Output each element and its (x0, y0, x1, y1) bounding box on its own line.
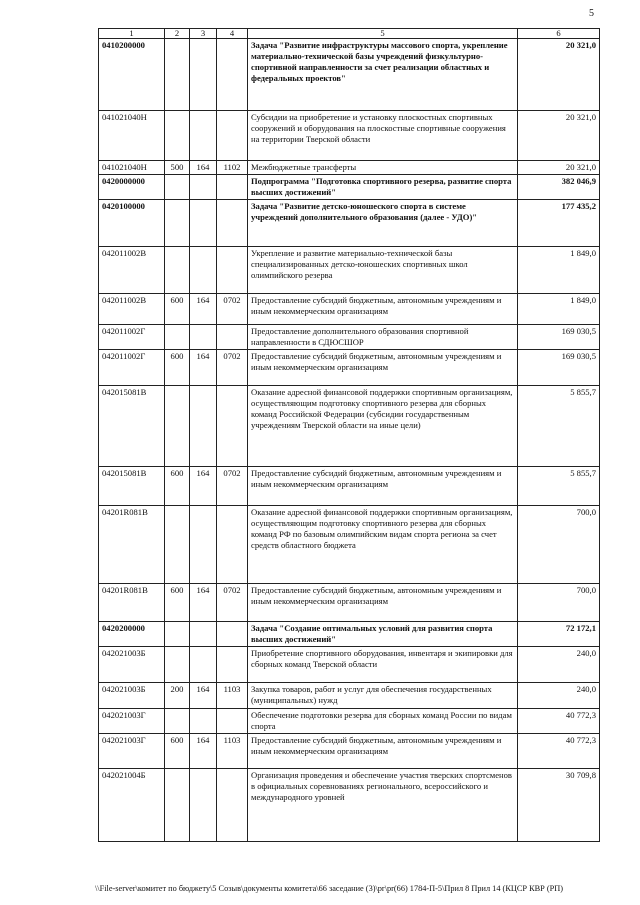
row-description-cell: Задача "Развитие инфраструктуры массового спорта, укрепление материально-технической базы учреждений физкультурно-спортивной направленности за счет реализации областных и федеральных проектов" (248, 39, 518, 111)
header-col-4: 4 (217, 29, 248, 39)
row-col4-cell: 1103 (217, 683, 248, 709)
row-col4-cell: 0702 (217, 467, 248, 506)
table-row (99, 294, 600, 325)
row-amount-cell: 240,0 (518, 683, 600, 709)
row-amount-cell: 382 046,9 (518, 175, 600, 200)
row-col2-cell (165, 200, 190, 247)
header-col-5: 5 (248, 29, 518, 39)
row-code-cell: 04201R081В (99, 584, 165, 622)
row-col4-cell (217, 39, 248, 111)
row-col4-cell: 1103 (217, 734, 248, 769)
row-amount-cell: 240,0 (518, 647, 600, 683)
row-amount-cell: 72 172,1 (518, 622, 600, 647)
row-amount-cell: 20 321,0 (518, 39, 600, 111)
row-col4-cell: 0702 (217, 584, 248, 622)
row-col2-cell (165, 769, 190, 842)
row-description-cell: Задача "Развитие детско-юношеского спорта в системе учреждений дополнительного образования (далее - УДО)" (248, 200, 518, 247)
table-row (99, 709, 600, 734)
row-col2-cell: 200 (165, 683, 190, 709)
row-code-cell: 0420000000 (99, 175, 165, 200)
row-col3-cell (190, 386, 217, 467)
table-row (99, 647, 600, 683)
table-row (99, 769, 600, 842)
row-description-cell: Оказание адресной финансовой поддержки спортивным организациям, осуществляющим подготовку спортивного резерва для сборных команд Российской Федерации (субсидии государственным учреждениям Тверской области на иные цели) (248, 386, 518, 467)
table-row (99, 39, 600, 111)
row-code-cell: 042015081В (99, 467, 165, 506)
row-col2-cell (165, 506, 190, 584)
row-col4-cell (217, 769, 248, 842)
row-col4-cell: 1102 (217, 161, 248, 175)
row-col3-cell (190, 709, 217, 734)
row-col2-cell: 600 (165, 467, 190, 506)
row-amount-cell: 30 709,8 (518, 769, 600, 842)
row-col4-cell (217, 709, 248, 734)
row-code-cell: 041021040Н (99, 111, 165, 161)
row-col2-cell: 600 (165, 734, 190, 769)
row-col2-cell (165, 325, 190, 350)
header-col-3: 3 (190, 29, 217, 39)
row-amount-cell: 1 849,0 (518, 247, 600, 294)
row-col3-cell (190, 39, 217, 111)
row-col3-cell (190, 247, 217, 294)
row-code-cell: 04201R081В (99, 506, 165, 584)
row-col2-cell (165, 39, 190, 111)
row-code-cell: 042021003Г (99, 734, 165, 769)
row-amount-cell: 40 772,3 (518, 709, 600, 734)
table-row (99, 386, 600, 467)
row-description-cell: Закупка товаров, работ и услуг для обеспечения государственных (муниципальных) нужд (248, 683, 518, 709)
row-col3-cell (190, 111, 217, 161)
row-code-cell: 0420200000 (99, 622, 165, 647)
row-code-cell: 042011002В (99, 247, 165, 294)
row-col4-cell (217, 386, 248, 467)
row-code-cell: 042011002Г (99, 325, 165, 350)
row-col4-cell (217, 200, 248, 247)
row-description-cell: Обеспечение подготовки резерва для сборных команд России по видам спорта (248, 709, 518, 734)
table-row (99, 506, 600, 584)
budget-table (98, 28, 600, 842)
row-col2-cell (165, 111, 190, 161)
table-row (99, 584, 600, 622)
row-col4-cell (217, 247, 248, 294)
row-amount-cell: 700,0 (518, 584, 600, 622)
table-row (99, 325, 600, 350)
file-path-footer: \\File-server\комитет по бюджету\5 Созыв\документы комитета\66 заседание (3)\pr\pr(66) 1784-П-5\Прил 8 Прил 14 (КЦСР КВР (РП) (95, 884, 563, 893)
row-description-cell: Приобретение спортивного оборудования, инвентаря и экипировки для сборных команд Тверской области (248, 647, 518, 683)
row-col3-cell (190, 200, 217, 247)
row-description-cell: Предоставление субсидий бюджетным, автономным учреждениям и иным некоммерческим организациям (248, 294, 518, 325)
row-col3-cell (190, 622, 217, 647)
row-description-cell: Организация проведения и обеспечение участия тверских спортсменов в официальных соревнованиях регионального, всероссийского и международного уровней (248, 769, 518, 842)
page-number: 5 (589, 8, 594, 19)
row-col4-cell (217, 111, 248, 161)
table-row (99, 200, 600, 247)
table-row (99, 622, 600, 647)
table-row (99, 175, 600, 200)
row-amount-cell: 5 855,7 (518, 467, 600, 506)
row-amount-cell: 20 321,0 (518, 111, 600, 161)
row-col3-cell: 164 (190, 683, 217, 709)
row-code-cell: 042021004Б (99, 769, 165, 842)
row-col3-cell: 164 (190, 294, 217, 325)
row-amount-cell: 5 855,7 (518, 386, 600, 467)
row-description-cell: Межбюджетные трансферты (248, 161, 518, 175)
row-col4-cell: 0702 (217, 294, 248, 325)
row-description-cell: Предоставление дополнительного образования спортивной направленности в СДЮСШОР (248, 325, 518, 350)
row-amount-cell: 700,0 (518, 506, 600, 584)
row-col2-cell (165, 175, 190, 200)
table-row (99, 161, 600, 175)
row-col2-cell: 600 (165, 294, 190, 325)
row-col2-cell: 600 (165, 584, 190, 622)
row-code-cell: 042011002Г (99, 350, 165, 386)
row-col3-cell (190, 769, 217, 842)
row-col2-cell (165, 247, 190, 294)
row-code-cell: 042021003Г (99, 709, 165, 734)
row-col3-cell: 164 (190, 584, 217, 622)
row-col4-cell (217, 622, 248, 647)
row-col3-cell (190, 506, 217, 584)
row-description-cell: Предоставление субсидий бюджетным, автономным учреждениям и иным некоммерческим организациям (248, 467, 518, 506)
row-col3-cell: 164 (190, 734, 217, 769)
row-col3-cell (190, 175, 217, 200)
row-code-cell: 042021003Б (99, 683, 165, 709)
row-code-cell: 042015081В (99, 386, 165, 467)
row-col2-cell: 500 (165, 161, 190, 175)
row-col4-cell (217, 175, 248, 200)
row-description-cell: Предоставление субсидий бюджетным, автономным учреждениям и иным некоммерческим организациям (248, 350, 518, 386)
row-amount-cell: 40 772,3 (518, 734, 600, 769)
row-description-cell: Задача "Создание оптимальных условий для развития спорта высших достижений" (248, 622, 518, 647)
header-row (99, 29, 600, 39)
row-col2-cell (165, 647, 190, 683)
row-col2-cell (165, 386, 190, 467)
row-description-cell: Предоставление субсидий бюджетным, автономным учреждениям и иным некоммерческим организациям (248, 734, 518, 769)
row-col2-cell (165, 709, 190, 734)
row-col2-cell: 600 (165, 350, 190, 386)
row-description-cell: Субсидии на приобретение и установку плоскостных спортивных сооружений и оборудования на плоскостные спортивные сооружения на территории Тверской области (248, 111, 518, 161)
row-description-cell: Оказание адресной финансовой поддержки спортивным организациям, осуществляющим подготовку спортивного резерва для сборных команд РФ по базовым олимпийским видам спорта региона за счет средств областного бюджета (248, 506, 518, 584)
row-col2-cell (165, 622, 190, 647)
table-row (99, 467, 600, 506)
row-code-cell: 0420100000 (99, 200, 165, 247)
table-row (99, 734, 600, 769)
row-col3-cell (190, 647, 217, 683)
row-col3-cell: 164 (190, 161, 217, 175)
row-code-cell: 041021040Н (99, 161, 165, 175)
row-col3-cell: 164 (190, 467, 217, 506)
row-amount-cell: 20 321,0 (518, 161, 600, 175)
row-col3-cell (190, 325, 217, 350)
row-amount-cell: 177 435,2 (518, 200, 600, 247)
row-amount-cell: 169 030,5 (518, 350, 600, 386)
row-code-cell: 042021003Б (99, 647, 165, 683)
row-col4-cell: 0702 (217, 350, 248, 386)
header-col-6: 6 (518, 29, 600, 39)
row-description-cell: Предоставление субсидий бюджетным, автономным учреждениям и иным некоммерческим организациям (248, 584, 518, 622)
row-code-cell: 0410200000 (99, 39, 165, 111)
row-amount-cell: 1 849,0 (518, 294, 600, 325)
header-col-2: 2 (165, 29, 190, 39)
row-col4-cell (217, 647, 248, 683)
row-description-cell: Подпрограмма "Подготовка спортивного резерва, развитие спорта высших достижений" (248, 175, 518, 200)
table-row (99, 111, 600, 161)
row-col4-cell (217, 325, 248, 350)
table-row (99, 247, 600, 294)
row-code-cell: 042011002В (99, 294, 165, 325)
row-amount-cell: 169 030,5 (518, 325, 600, 350)
table-row (99, 683, 600, 709)
row-col4-cell (217, 506, 248, 584)
header-col-1: 1 (99, 29, 165, 39)
row-description-cell: Укрепление и развитие материально-технической базы специализированных детско-юношеских спортивных школ олимпийского резерва (248, 247, 518, 294)
row-col3-cell: 164 (190, 350, 217, 386)
table-row (99, 350, 600, 386)
